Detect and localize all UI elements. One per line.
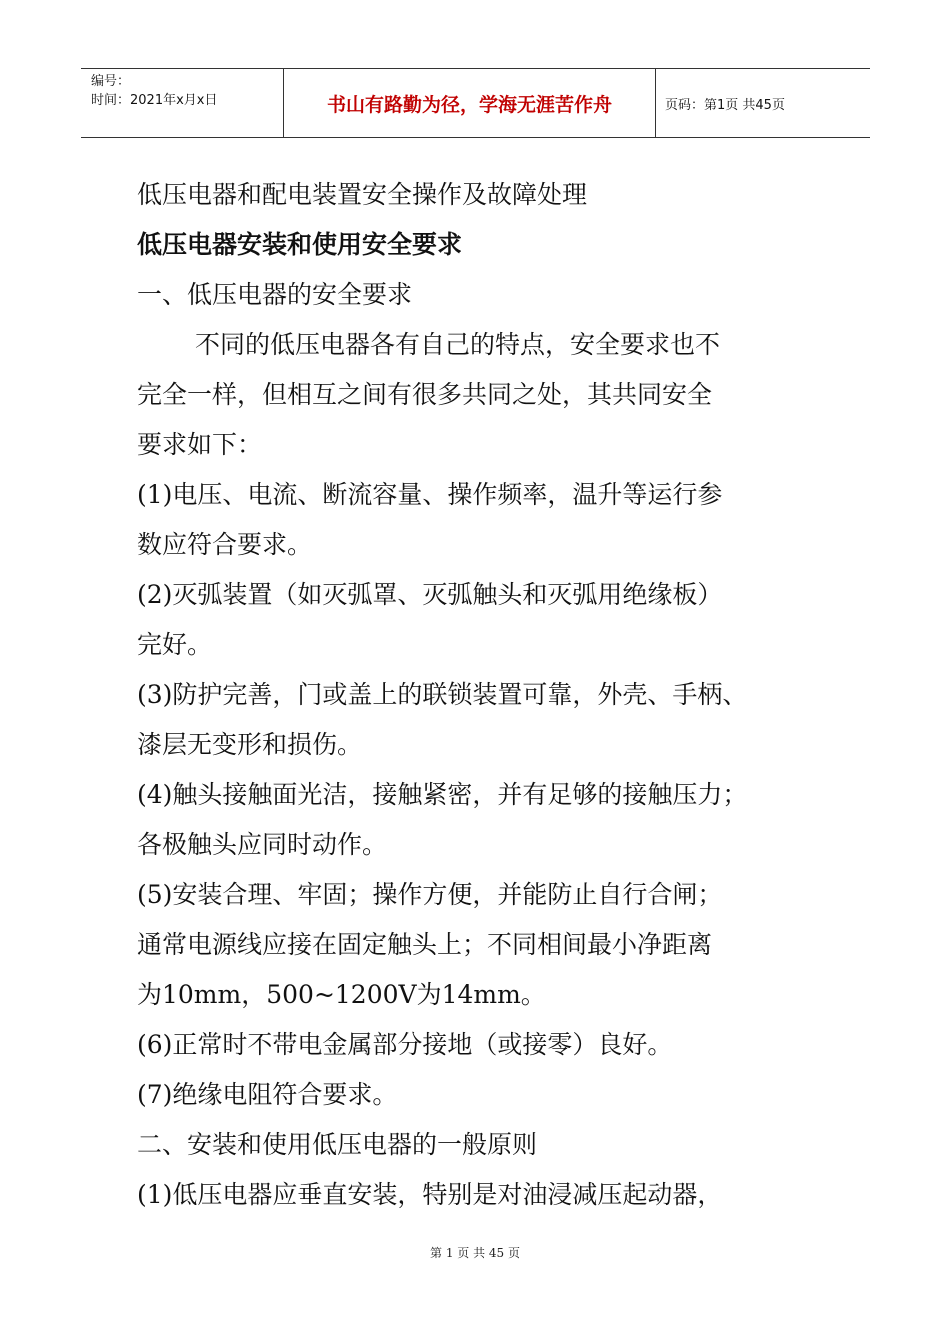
subsection-heading: 一、低压电器的安全要求 — [137, 280, 413, 309]
list-item-line: 各极触头应同时动作。 — [137, 830, 388, 859]
document-body — [137, 170, 837, 1220]
document-date: 时间：2021年x月x日 — [91, 93, 218, 108]
list-item-line: (5)安装合理、牢固；操作方便，并能防止自行合闸； — [137, 880, 723, 909]
section-heading: 低压电器安装和使用安全要求 — [137, 230, 463, 259]
list-item-line: (3)防护完善，门或盖上的联锁装置可靠，外壳、手柄、 — [137, 680, 748, 709]
paragraph-line: 要求如下： — [137, 430, 263, 459]
header-divider — [655, 69, 656, 137]
list-item-line: (1)低压电器应垂直安装，特别是对油浸减压起动器， — [137, 1180, 723, 1209]
list-item-line: 数应符合要求。 — [137, 530, 313, 559]
header-motto: 书山有路勤为径，学海无涯苦作舟 — [326, 93, 612, 116]
page-footer: 第 1 页 共 45 页 — [430, 1246, 520, 1260]
document-number-label: 编号： — [91, 74, 131, 89]
paragraph-line: 完全一样，但相互之间有很多共同之处，其共同安全 — [137, 380, 713, 409]
list-item-line: 为10mm，500~1200V为14mm。 — [137, 980, 546, 1009]
paragraph-line: 不同的低压电器各有自己的特点，安全要求也不 — [195, 330, 721, 359]
document-title: 低压电器和配电装置安全操作及故障处理 — [137, 180, 588, 209]
subsection-heading: 二、安装和使用低压电器的一般原则 — [137, 1130, 538, 1159]
list-item-line: (1)电压、电流、断流容量、操作频率，温升等运行参 — [137, 480, 723, 509]
header-page-info: 页码：第1页 共45页 — [665, 97, 785, 113]
list-item-line: (7)绝缘电阻符合要求。 — [137, 1080, 398, 1109]
list-item-line: 完好。 — [137, 630, 213, 659]
list-item-line: (2)灭弧装置（如灭弧罩、灭弧触头和灭弧用绝缘板） — [137, 580, 723, 609]
list-item-line: (4)触头接触面光洁，接触紧密，并有足够的接触压力； — [137, 780, 748, 809]
list-item-line: (6)正常时不带电金属部分接地（或接零）良好。 — [137, 1030, 673, 1059]
list-item-line: 漆层无变形和损伤。 — [137, 730, 363, 759]
page-header — [81, 68, 870, 138]
list-item-line: 通常电源线应接在固定触头上；不同相间最小净距离 — [137, 930, 713, 959]
header-meta — [91, 72, 217, 110]
